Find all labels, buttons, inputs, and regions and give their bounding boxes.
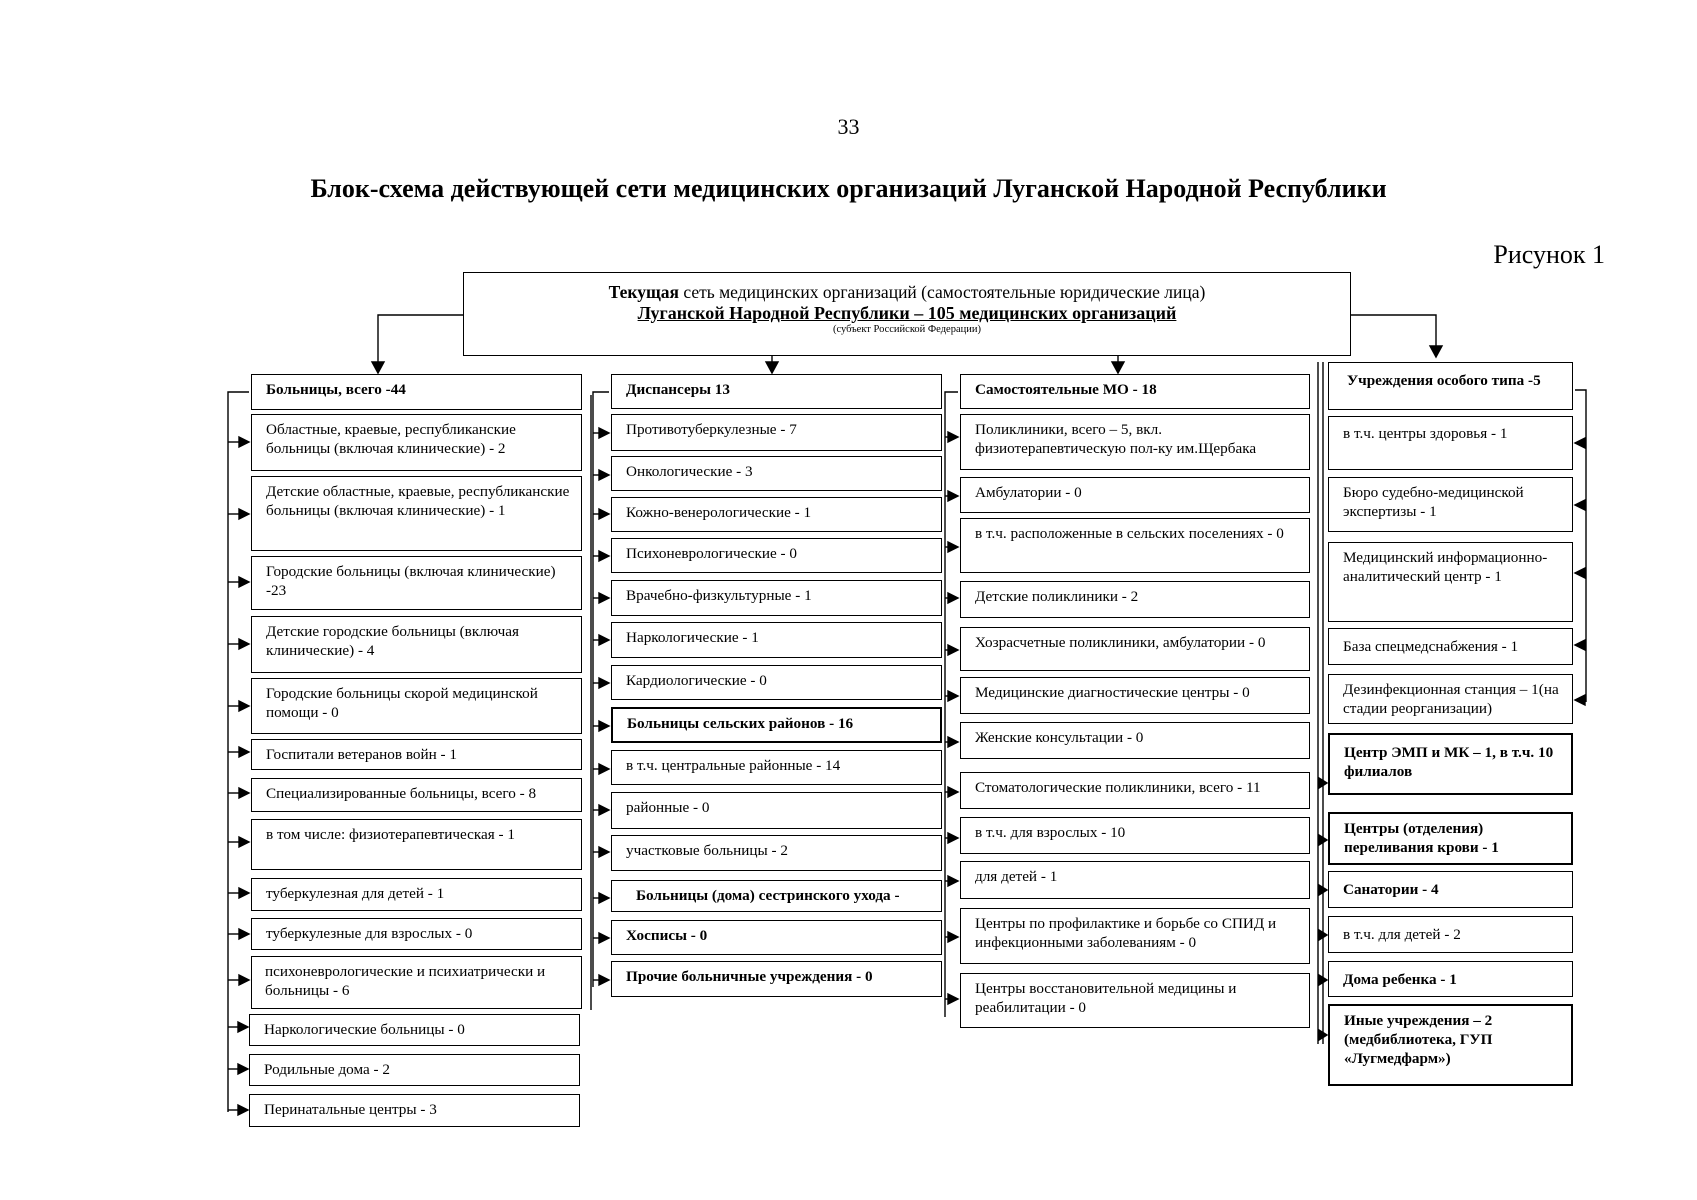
col2-item: Противотуберкулезные - 7 — [611, 414, 942, 451]
col4-item: в т.ч. центры здоровья - 1 — [1328, 416, 1573, 470]
top-line1-rest: сеть медицинских организаций (самостоятельные юридические лица) — [678, 282, 1206, 302]
col3-item: Амбулатории - 0 — [960, 477, 1310, 513]
col4-item: База спецмедснабжения - 1 — [1328, 628, 1573, 665]
col1-item: в том числе: физиотерапевтическая - 1 — [251, 819, 582, 870]
col2-item: в т.ч. центральные районные - 14 — [611, 750, 942, 785]
col4-item: Центр ЭМП и МК – 1, в т.ч. 10 филиалов — [1328, 733, 1573, 795]
col4-right-trunk — [1575, 390, 1586, 702]
col4-item: Центры (отделения) переливания крови - 1 — [1328, 812, 1573, 865]
col4-item: Дома ребенка - 1 — [1328, 961, 1573, 997]
col2-item: Больницы (дома) сестринского ухода - — [611, 880, 942, 912]
col3-item: Поликлиники, всего – 5, вкл. физиотерапевтическую пол-ку им.Щербака — [960, 414, 1310, 470]
col1-item: туберкулезные для взрослых - 0 — [251, 918, 582, 950]
col2-item: Онкологические - 3 — [611, 456, 942, 491]
col2-item: Больницы сельских районов - 16 — [611, 707, 942, 743]
col3-header: Самостоятельные МО - 18 — [960, 374, 1310, 409]
col2-item: Хосписы - 0 — [611, 920, 942, 955]
col1-item: Детские областные, краевые, республиканские больницы (включая клинические) - 1 — [251, 476, 582, 551]
col3-trunk — [945, 392, 958, 1017]
page-number: 33 — [837, 114, 860, 139]
col2-item: Кардиологические - 0 — [611, 665, 942, 700]
col3-item: в т.ч. для взрослых - 10 — [960, 817, 1310, 854]
col2-item: Кожно-венерологические - 1 — [611, 497, 942, 532]
top-summary-box — [463, 272, 1351, 356]
col3-item: Медицинские диагностические центры - 0 — [960, 677, 1310, 714]
col3-item: Стоматологические поликлиники, всего - 11 — [960, 772, 1310, 809]
col1-item: Госпитали ветеранов войн - 1 — [251, 739, 582, 770]
col1-item: Родильные дома - 2 — [249, 1054, 580, 1086]
col4-header: Учреждения особого типа -5 — [1328, 362, 1573, 410]
connector-top-left — [378, 315, 463, 368]
col2-item: Психоневрологические - 0 — [611, 538, 942, 573]
col1-item: Городские больницы скорой медицинской помощи - 0 — [251, 678, 582, 734]
col2-item: участковые больницы - 2 — [611, 835, 942, 871]
col3-item: Центры по профилактике и борьбе со СПИД и инфекционными заболеваниям - 0 — [960, 908, 1310, 964]
col1-header: Больницы, всего -44 — [251, 374, 582, 410]
col4-item: Иные учреждения – 2 (медбиблиотека, ГУП «Лугмедфарм») — [1328, 1004, 1573, 1086]
col2-item: районные - 0 — [611, 792, 942, 829]
top-line3: (субъект Российской Федерации) — [833, 324, 981, 335]
col2-item: Наркологические - 1 — [611, 622, 942, 658]
col2-header: Диспансеры 13 — [611, 374, 942, 409]
figure-label: Рисунок 1 — [1493, 240, 1605, 269]
col1-item: Областные, краевые, республиканские больницы (включая клинические) - 2 — [251, 414, 582, 471]
page-title: Блок-схема действующей сети медицинских организаций Луганской Народной Республики — [310, 174, 1387, 203]
col4-item: Бюро судебно-медицинской экспертизы - 1 — [1328, 477, 1573, 532]
col4-item: Медицинский информационно-аналитический центр - 1 — [1328, 542, 1573, 622]
top-line1-bold: Текущая — [608, 282, 679, 302]
col1-item: Перинатальные центры - 3 — [249, 1094, 580, 1127]
col2-item: Прочие больничные учреждения - 0 — [611, 961, 942, 997]
col1-item: психоневрологические и психиатрически и больницы - 6 — [251, 956, 582, 1009]
col1-item: туберкулезная для детей - 1 — [251, 878, 582, 911]
col4-item: Дезинфекционная станция – 1(на стадии реорганизации) — [1328, 674, 1573, 724]
col4-item: в т.ч. для детей - 2 — [1328, 916, 1573, 953]
col1-item: Детские городские больницы (включая клинические) - 4 — [251, 616, 582, 673]
col3-item: для детей - 1 — [960, 861, 1310, 899]
col1-item: Городские больницы (включая клинические) -23 — [251, 556, 582, 610]
col1-item: Наркологические больницы - 0 — [249, 1014, 580, 1046]
top-line2: Луганской Народной Республики – 105 медицинских организаций — [637, 303, 1177, 323]
col2-item: Врачебно-физкультурные - 1 — [611, 580, 942, 616]
col4-item: Санатории - 4 — [1328, 871, 1573, 908]
connector-top-right — [1351, 315, 1436, 352]
col3-item: Детские поликлиники - 2 — [960, 581, 1310, 618]
col3-item: Центры восстановительной медицины и реабилитации - 0 — [960, 973, 1310, 1028]
col3-item: Хозрасчетные поликлиники, амбулатории - 0 — [960, 627, 1310, 671]
col3-item: в т.ч. расположенные в сельских поселениях - 0 — [960, 518, 1310, 573]
col3-item: Женские консультации - 0 — [960, 722, 1310, 759]
col1-item: Специализированные больницы, всего - 8 — [251, 778, 582, 812]
top-line1 — [464, 282, 1350, 302]
